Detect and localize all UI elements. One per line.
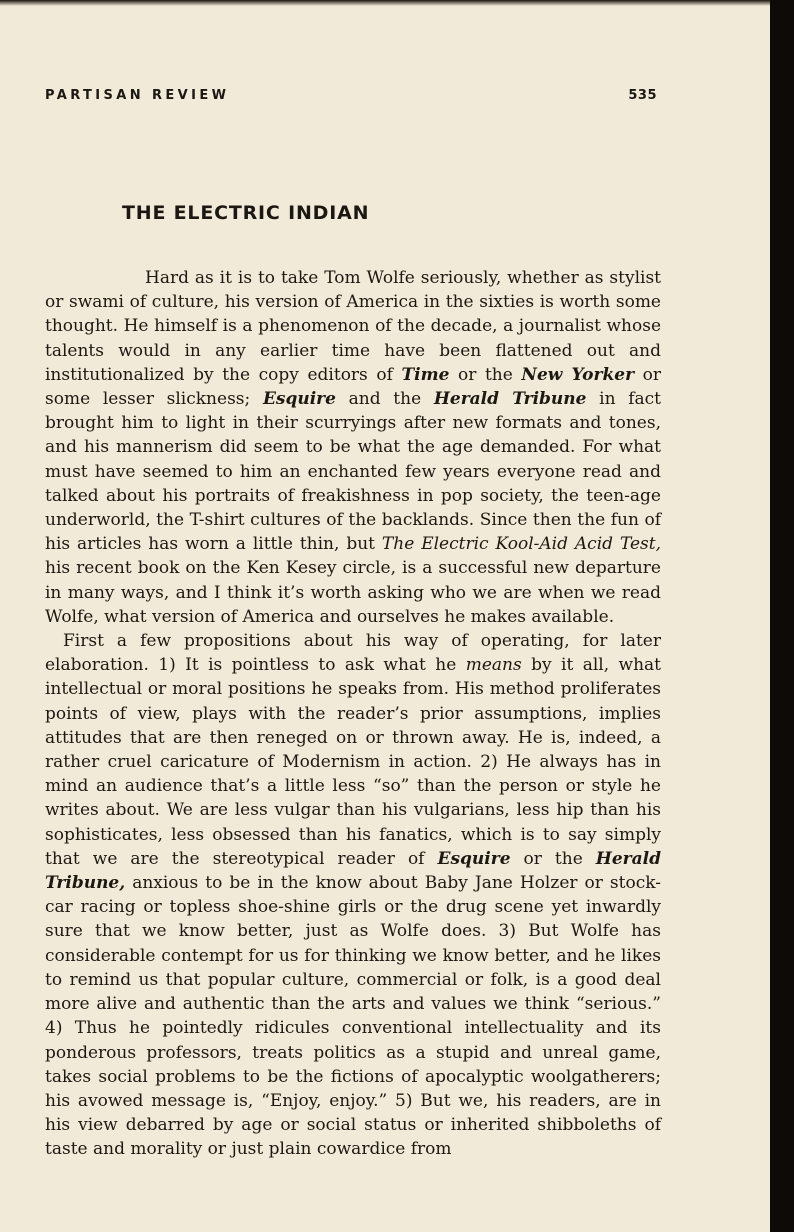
text-run: his recent book on the Ken Kesey circle, is a successful new departure in many ways, and I think it’s worth asking who we are when we read Wolfe, what version of America and ourselves he makes available. <box>45 558 661 627</box>
journal-name: PARTISAN REVIEW <box>45 88 230 103</box>
italic-title: Esquire <box>437 848 511 869</box>
article-title: THE ELECTRIC INDIAN <box>122 202 370 224</box>
text-run: or the <box>510 848 596 869</box>
article-body <box>45 266 661 1162</box>
paragraph-2 <box>45 629 661 1161</box>
paragraph-1 <box>45 266 661 629</box>
italic-title: Herald Tribune, <box>45 848 661 894</box>
page-number: 535 <box>628 88 657 103</box>
italic-title: means <box>465 655 522 676</box>
italic-title: The Electric Kool-Aid Acid Test, <box>381 534 661 555</box>
italic-title: Herald Tribune <box>433 389 587 410</box>
running-head <box>45 88 657 108</box>
text-run: or the <box>449 364 522 385</box>
text-run: in fact brought him to light in their scurryings after new formats and tones, and his mannerism did seem to be what the age demanded. For what must have seemed to him an enchanted few years everyone read and talked about his portraits of freakishness in pop society, the teen-age underworld, the T-shirt cultures of the backlands. Since then the fun of his articles has worn a little thin, but <box>45 389 661 555</box>
page-top-shadow <box>0 0 770 6</box>
italic-title: New Yorker <box>521 364 635 385</box>
italic-title: Esquire <box>262 389 336 410</box>
text-run: Hard as it is to take Tom Wolfe seriously, whether as stylist or swami of culture, his version of America in the sixties is worth some thought. He himself is a phenomenon of the decade, a journalist whose talents would in any earlier time have been flattened out and institutionalized by the copy editors of <box>45 268 661 385</box>
text-run: anxious to be in the know about Baby Jane Holzer or stock-car racing or topless shoe-shine girls or the drug scene yet inwardly sure that we know better, just as Wolfe does. 3) But Wolfe has considerable contempt for us for thinking we know better, and he likes to remind us that popular culture, commercial or folk, is a good deal more alive and authentic than the arts and values we think “serious.” 4) Thus he pointedly ridicules conventional intellectuality and its ponderous professors, treats politics as a stupid and unreal game, takes social problems to be the fictions of apocalyptic woolgatherers; his avowed message is, “Enjoy, enjoy.” 5) But we, his readers, are in his view debarred by age or social status or inherited shibboleths of taste and morality or just plain cowardice from <box>45 873 661 1160</box>
text-run: and the <box>335 389 434 410</box>
page-gutter-edge <box>770 0 794 1232</box>
text-run: First a few propositions about his way of operating, for later elaboration. 1) It is pointless to ask what he <box>45 631 661 676</box>
text-run: or some lesser slickness; <box>45 364 661 410</box>
text-run: by it all, what intellectual or moral positions he speaks from. His method proliferates points of view, plays with the reader’s prior assumptions, implies attitudes that are then reneged on or thrown away. He is, indeed, a rather cruel caricature of Modernism in action. 2) He always has in mind an audience that’s a little less “so” than the person or style he writes about. We are less vulgar than his vulgarians, less hip than his sophisticates, less obsessed than his fanatics, which is to say simply that we are the stereotypical reader of <box>45 655 661 869</box>
italic-title: Time <box>401 364 450 385</box>
